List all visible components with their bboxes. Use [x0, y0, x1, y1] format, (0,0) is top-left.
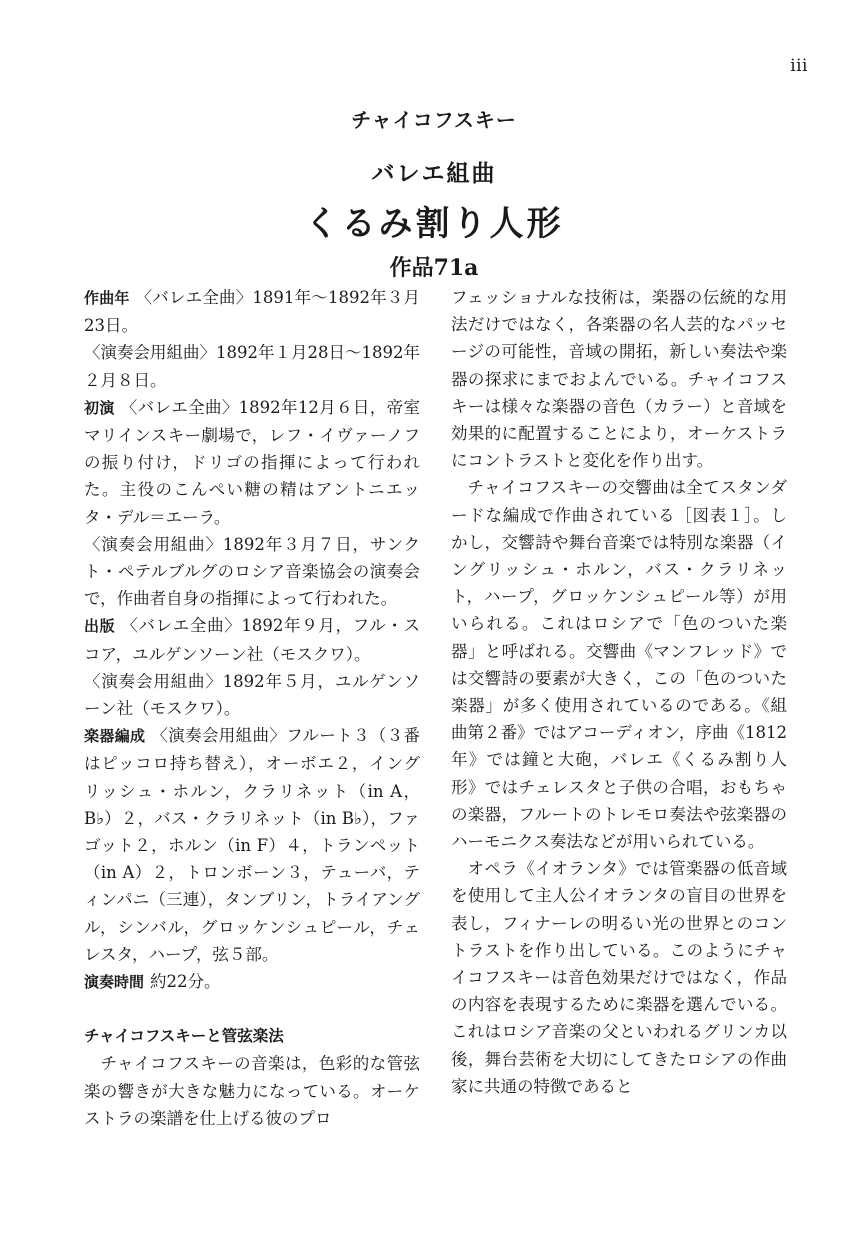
info-entry: [84, 531, 420, 613]
opus-number: 作品71a: [389, 255, 479, 281]
genre-label: バレエ組曲: [371, 160, 497, 187]
info-entry: [84, 968, 420, 996]
info-entry: [84, 339, 420, 393]
info-text: 〈演奏会用組曲〉1892年５月，ユルゲンソーン社（モスクワ）。: [84, 671, 420, 719]
work-title: くるみ割り人形: [304, 204, 564, 244]
composer-name: チャイコフスキー: [351, 108, 517, 132]
info-entry: [84, 284, 420, 339]
info-label: 作曲年: [84, 289, 130, 307]
info-text: 〈バレエ全曲〉1892年９月，フル・スコア，ユルゲンソーン社（モスクワ）。: [84, 616, 420, 664]
info-label: 演奏時間: [84, 973, 145, 992]
right-column: [451, 284, 787, 1100]
page-number: iii: [790, 56, 808, 76]
info-text: 〈バレエ全曲〉1891年〜1892年３月23日。: [84, 288, 420, 336]
info-entry: [84, 612, 420, 667]
info-entry: [84, 722, 420, 968]
info-label: 出版: [84, 617, 116, 636]
info-text: 〈演奏会用組曲〉フルート３（３番はピッコロ持ち替え），オーボエ２，イングリッシュ・ホルン，クラリネット（in A，B♭）２，バス・クラリネット（in B♭），ファゴット２，ホルン（in F）４，トランペット（in A）２，トロンボーン３，テューバ，ティンパニ（三連），タンブリン，トライアングル，シンバル，グロッケンシュピール，チェレスタ，ハープ，弦５部。: [84, 726, 420, 964]
left-column: [84, 284, 420, 1132]
info-entry: [84, 394, 420, 531]
section-heading: チャイコフスキーと管弦楽法: [84, 1027, 284, 1046]
info-text: 〈バレエ全曲〉1892年12月６日，帝室マリインスキー劇場で，レフ・イヴァーノフの振り付け，ドリゴの指揮によって行われた。主役のこんぺい糖の精はアントニエッタ・デル＝エーラ。: [84, 397, 420, 527]
body-paragraph: オペラ《イオランタ》では管楽器の低音域を使用して主人公イオランタの盲目の世界を表し，フィナーレの明るい光の世界とのコントラストを作り出している。このようにチャイコフスキーは音色効果だけではなく，作品の内容を表現するために楽器を選んでいる。これはロシア音楽の父といわれるグリンカ以後，舞台芸術を大切にしてきたロシアの作曲家に共通の特徴であると: [451, 859, 787, 1096]
info-label: 楽器編成: [84, 727, 146, 746]
info-label: 初演: [84, 398, 115, 417]
info-text: 約22分。: [150, 972, 221, 992]
info-text: 〈演奏会用組曲〉1892年３月７日，サンクト・ペテルブルグのロシア音楽協会の演奏会で，作曲者自身の指揮によって行われた。: [84, 534, 420, 609]
body-paragraph: チャイコフスキーの交響曲は全てスタンダードな編成で作曲されている［図表１］。しかし，交響詩や舞台音楽では特別な楽器（イングリッシュ・ホルン，バス・クラリネット，ハープ，グロッケンシュピール等）が用いられる。これはロシアで「色のついた楽器」と呼ばれる。交響曲《マンフレッド》では交響詩の要素が大きく，この「色のついた楽器」が多く使用されているのである。《組曲第２番》ではアコーディオン，序曲《1812年》では鐘と大砲，バレエ《くるみ割り人形》ではチェレスタと子供の合唱，おもちゃの楽器，フルートのトレモロ奏法や弦楽器のハーモニクス奏法などが用いられている。: [451, 478, 787, 852]
body-paragraph: チャイコフスキーの音楽は，色彩的な管弦楽の響きが大きな魅力になっている。オーケストラの楽譜を仕上げる彼のプロ: [84, 1054, 420, 1128]
body-paragraph: フェッショナルな技術は，楽器の伝統的な用法だけではなく，各楽器の名人芸的なパッセージの可能性，音域の開拓，新しい奏法や楽器の探求にまでおよんでいる。チャイコフスキーは様々な楽器の音色（カラー）と音域を効果的に配置することにより，オーケストラにコントラストと変化を作り出す。: [451, 288, 787, 471]
info-text: 〈演奏会用組曲〉1892年１月28日〜1892年２月８日。: [84, 343, 420, 390]
title-block: [0, 100, 868, 282]
info-entry: [84, 668, 420, 722]
